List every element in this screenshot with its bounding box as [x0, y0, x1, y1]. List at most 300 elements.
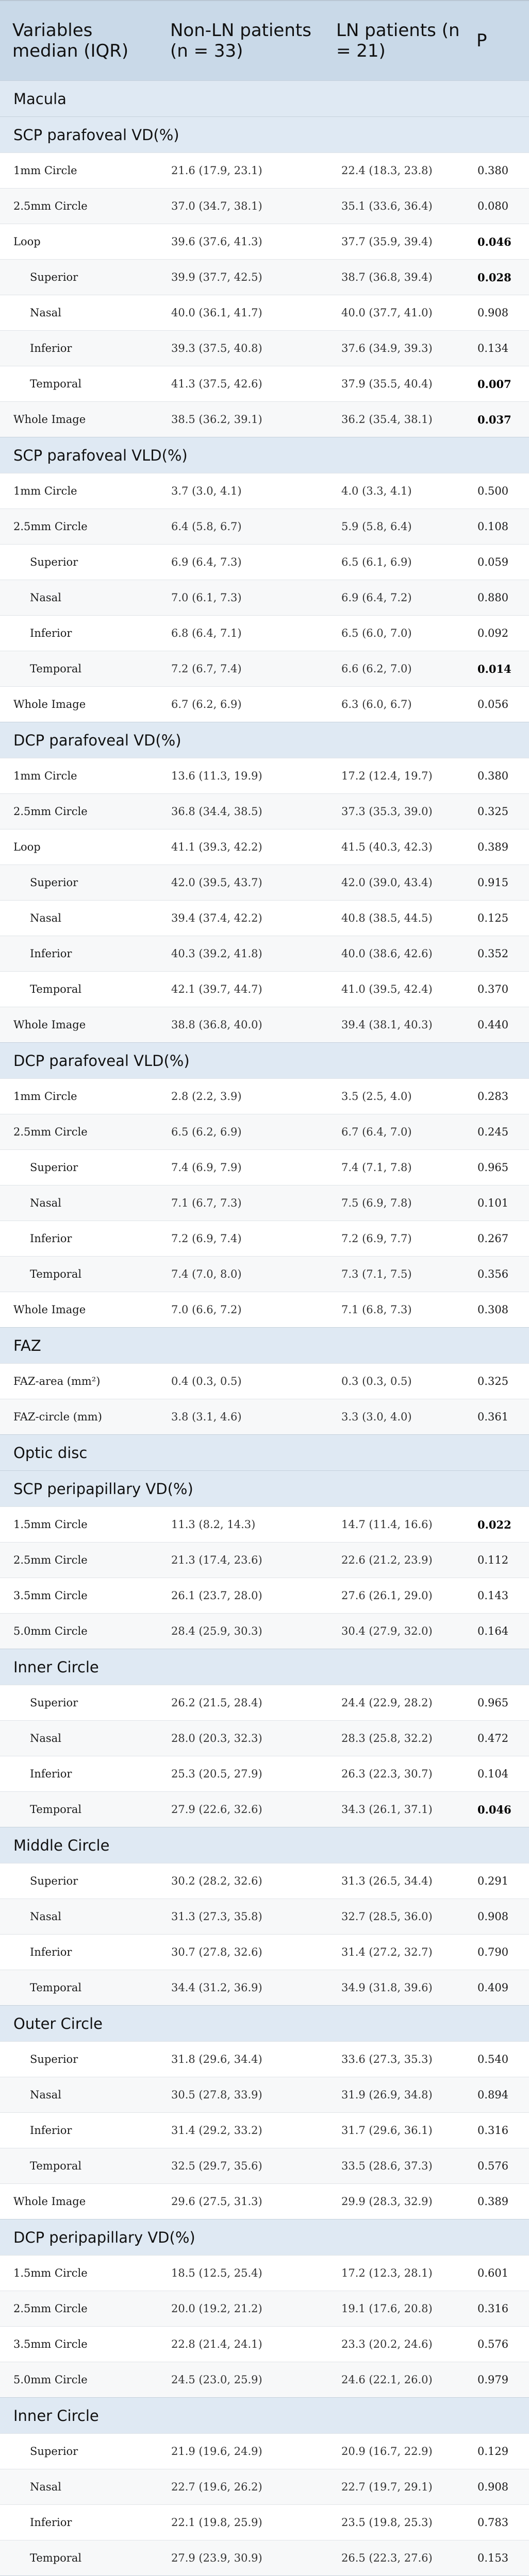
row-label: 1mm Circle [13, 770, 77, 782]
p-value: 0.894 [477, 2089, 509, 2101]
table-row [0, 1542, 529, 1578]
p-value: 0.283 [477, 1090, 509, 1103]
non-ln-value: 39.3 (37.5, 40.8) [171, 342, 262, 354]
section-title: DCP peripapillary VD(%) [13, 2228, 195, 2246]
row-label: 5.0mm Circle [13, 1625, 88, 1637]
table-row [0, 1363, 529, 1399]
table-row [0, 829, 529, 865]
section-header [0, 1042, 529, 1078]
section-header [0, 2005, 529, 2041]
p-value: 0.143 [477, 1589, 509, 1602]
p-value: 0.108 [477, 520, 509, 533]
non-ln-value: 38.5 (36.2, 39.1) [171, 413, 262, 426]
table-row [0, 1292, 529, 1327]
p-value: 0.352 [477, 947, 509, 960]
p-value: 0.245 [477, 1126, 509, 1138]
section-header [0, 1434, 529, 1470]
ln-value: 17.2 (12.3, 28.1) [341, 2267, 433, 2279]
p-value: 0.101 [477, 1197, 509, 1209]
ln-value: 7.3 (7.1, 7.5) [341, 1268, 412, 1280]
row-label: Whole Image [13, 698, 86, 710]
section-title: DCP parafoveal VD(%) [13, 731, 181, 749]
p-value: 0.540 [477, 2053, 509, 2065]
section-title: DCP parafoveal VLD(%) [13, 1052, 190, 1070]
p-value: 0.014 [477, 662, 511, 675]
p-value: 0.409 [477, 1981, 509, 1994]
row-label: Whole Image [13, 413, 86, 426]
row-label: Superior [30, 2053, 78, 2065]
p-value: 0.056 [477, 698, 509, 710]
ln-value: 40.0 (38.6, 42.6) [341, 947, 433, 960]
section-title: Inner Circle [13, 1658, 99, 1676]
ln-value: 5.9 (5.8, 6.4) [341, 520, 412, 533]
ln-value: 6.6 (6.2, 7.0) [341, 663, 412, 675]
row-label: Superior [30, 1161, 78, 1174]
non-ln-value: 42.1 (39.7, 44.7) [171, 983, 262, 995]
p-value: 0.267 [477, 1232, 509, 1245]
ln-value: 42.0 (39.0, 43.4) [341, 876, 433, 889]
ln-value: 24.6 (22.1, 26.0) [341, 2374, 433, 2386]
table-row [0, 401, 529, 437]
ln-value: 7.2 (6.9, 7.7) [341, 1232, 412, 1245]
table-row [0, 1007, 529, 1042]
table-row [0, 1185, 529, 1221]
header-p: P [476, 30, 487, 51]
non-ln-value: 7.2 (6.9, 7.4) [171, 1232, 242, 1245]
section-header [0, 1649, 529, 1685]
ln-value: 4.0 (3.3, 4.1) [341, 485, 412, 497]
ln-value: 27.6 (26.1, 29.0) [341, 1589, 433, 1602]
p-value: 0.965 [477, 1161, 509, 1174]
row-label: Loop [13, 235, 41, 248]
non-ln-value: 3.8 (3.1, 4.6) [171, 1411, 242, 1423]
row-label: Superior [30, 2445, 78, 2458]
table-row [0, 2326, 529, 2362]
header-variables: Variables median (IQR) [12, 20, 129, 61]
table-row [0, 2504, 529, 2540]
p-value: 0.356 [477, 1268, 509, 1280]
section-title: Optic disc [13, 1444, 88, 1462]
row-label: Whole Image [13, 2195, 86, 2208]
row-label: 3.5mm Circle [13, 1589, 88, 1602]
ln-value: 31.4 (27.2, 32.7) [341, 1946, 433, 1958]
ln-value: 40.0 (37.7, 41.0) [341, 307, 433, 319]
non-ln-value: 7.0 (6.6, 7.2) [171, 1303, 242, 1316]
p-value: 0.908 [477, 1910, 509, 1923]
row-label: Temporal [30, 1981, 82, 1994]
table-row [0, 580, 529, 615]
table-row [0, 2540, 529, 2575]
table-row [0, 1863, 529, 1899]
non-ln-value: 26.1 (23.7, 28.0) [171, 1589, 262, 1602]
ln-value: 6.7 (6.4, 7.0) [341, 1126, 412, 1138]
non-ln-value: 22.7 (19.6, 26.2) [171, 2481, 262, 2493]
p-value: 0.291 [477, 1875, 509, 1887]
row-label: 2.5mm Circle [13, 2302, 88, 2315]
row-label: Inferior [30, 947, 72, 960]
p-value: 0.134 [477, 342, 509, 354]
row-label: 1.5mm Circle [13, 2267, 88, 2279]
header-ln: LN patients (n = 21) [336, 20, 460, 61]
p-value: 0.059 [477, 556, 509, 568]
p-value: 0.576 [477, 2338, 509, 2350]
ln-value: 20.9 (16.7, 22.9) [341, 2445, 433, 2458]
p-value: 0.092 [477, 627, 509, 639]
ln-value: 7.5 (6.9, 7.8) [341, 1197, 412, 1209]
table-row [0, 865, 529, 900]
non-ln-value: 30.2 (28.2, 32.6) [171, 1875, 262, 1887]
row-label: Temporal [30, 663, 82, 675]
non-ln-value: 30.7 (27.8, 32.6) [171, 1946, 262, 1958]
non-ln-value: 20.0 (19.2, 21.2) [171, 2302, 262, 2315]
row-label: 3.5mm Circle [13, 2338, 88, 2350]
row-label: Superior [30, 1875, 78, 1887]
non-ln-value: 6.9 (6.4, 7.3) [171, 556, 242, 568]
non-ln-value: 31.3 (27.3, 35.8) [171, 1910, 262, 1923]
row-label: Nasal [30, 307, 61, 319]
p-value: 0.046 [477, 235, 511, 248]
ln-value: 7.4 (7.1, 7.8) [341, 1161, 412, 1174]
non-ln-value: 7.1 (6.7, 7.3) [171, 1197, 242, 1209]
table-row [0, 971, 529, 1007]
non-ln-value: 26.2 (21.5, 28.4) [171, 1697, 262, 1709]
table-row [0, 1114, 529, 1149]
section-header [0, 116, 529, 152]
p-value: 0.028 [477, 270, 511, 284]
row-label: Inferior [30, 2516, 72, 2529]
row-label: 5.0mm Circle [13, 2374, 88, 2386]
ln-value: 37.3 (35.3, 39.0) [341, 805, 433, 818]
non-ln-value: 37.0 (34.7, 38.1) [171, 200, 262, 212]
row-label: Superior [30, 876, 78, 889]
ln-value: 41.5 (40.3, 42.3) [341, 841, 433, 853]
non-ln-value: 6.5 (6.2, 6.9) [171, 1126, 242, 1138]
table-row [0, 2112, 529, 2148]
non-ln-value: 27.9 (23.9, 30.9) [171, 2552, 262, 2564]
ln-value: 38.7 (36.8, 39.4) [341, 271, 433, 283]
row-label: Nasal [30, 591, 61, 604]
p-value: 0.112 [477, 1554, 509, 1566]
p-value: 0.389 [477, 2195, 509, 2208]
table-row [0, 1399, 529, 1434]
ln-value: 26.3 (22.3, 30.7) [341, 1768, 433, 1780]
non-ln-value: 7.2 (6.7, 7.4) [171, 663, 242, 675]
non-ln-value: 39.9 (37.7, 42.5) [171, 271, 262, 283]
row-label: Temporal [30, 983, 82, 995]
p-value: 0.325 [477, 805, 509, 818]
table-row [0, 2469, 529, 2504]
table-row [0, 544, 529, 580]
non-ln-value: 30.5 (27.8, 33.9) [171, 2089, 262, 2101]
ln-value: 22.4 (18.3, 23.8) [341, 164, 433, 177]
non-ln-value: 21.3 (17.4, 23.6) [171, 1554, 262, 1566]
row-label: Temporal [30, 1803, 82, 1816]
ln-value: 23.3 (20.2, 24.6) [341, 2338, 433, 2350]
ln-value: 28.3 (25.8, 32.2) [341, 1732, 433, 1744]
non-ln-value: 40.0 (36.1, 41.7) [171, 307, 262, 319]
ln-value: 7.1 (6.8, 7.3) [341, 1303, 412, 1316]
non-ln-value: 32.5 (29.7, 35.6) [171, 2160, 262, 2172]
table-row [0, 936, 529, 971]
ln-value: 6.5 (6.0, 7.0) [341, 627, 412, 639]
table-row [0, 1756, 529, 1791]
table-row [0, 615, 529, 651]
ln-value: 31.9 (26.9, 34.8) [341, 2089, 433, 2101]
p-value: 0.080 [477, 200, 509, 212]
ln-value: 6.3 (6.0, 6.7) [341, 698, 412, 710]
ln-value: 40.8 (38.5, 44.5) [341, 912, 433, 924]
non-ln-value: 34.4 (31.2, 36.9) [171, 1981, 262, 1994]
ln-value: 36.2 (35.4, 38.1) [341, 413, 433, 426]
ln-value: 3.5 (2.5, 4.0) [341, 1090, 412, 1103]
non-ln-value: 18.5 (12.5, 25.4) [171, 2267, 262, 2279]
row-label: 2.5mm Circle [13, 1126, 88, 1138]
table-row [0, 758, 529, 793]
row-label: Inferior [30, 1232, 72, 1245]
row-label: FAZ-circle (mm) [13, 1411, 102, 1423]
table-row [0, 330, 529, 366]
non-ln-value: 7.0 (6.1, 7.3) [171, 591, 242, 604]
ln-value: 31.7 (29.6, 36.1) [341, 2124, 433, 2137]
p-value: 0.440 [477, 1019, 509, 1031]
row-label: Nasal [30, 2481, 61, 2493]
non-ln-value: 38.8 (36.8, 40.0) [171, 1019, 262, 1031]
row-label: 2.5mm Circle [13, 520, 88, 533]
table-row [0, 224, 529, 259]
table-row [0, 2433, 529, 2469]
row-label: Inferior [30, 1768, 72, 1780]
p-value: 0.164 [477, 1625, 509, 1637]
non-ln-value: 6.7 (6.2, 6.9) [171, 698, 242, 710]
row-label: Temporal [30, 1268, 82, 1280]
section-title: SCP peripapillary VD(%) [13, 1480, 193, 1498]
section-title: SCP parafoveal VLD(%) [13, 446, 188, 464]
row-label: 1mm Circle [13, 1090, 77, 1103]
row-label: Loop [13, 841, 41, 853]
table-row [0, 509, 529, 544]
p-value: 0.908 [477, 2481, 509, 2493]
row-label: Temporal [30, 378, 82, 390]
row-label: Nasal [30, 2089, 61, 2101]
ln-value: 31.3 (26.5, 34.4) [341, 1875, 433, 1887]
table-row [0, 2077, 529, 2112]
table-row [0, 188, 529, 224]
non-ln-value: 22.8 (21.4, 24.1) [171, 2338, 262, 2350]
row-label: Whole Image [13, 1303, 86, 1316]
ln-value: 0.3 (0.3, 0.5) [341, 1375, 412, 1387]
ln-value: 19.1 (17.6, 20.8) [341, 2302, 433, 2315]
p-value: 0.908 [477, 307, 509, 319]
p-value: 0.046 [477, 1803, 511, 1816]
table-row [0, 2148, 529, 2183]
row-label: 2.5mm Circle [13, 805, 88, 818]
non-ln-value: 6.4 (5.8, 6.7) [171, 520, 242, 533]
p-value: 0.007 [477, 377, 511, 391]
table-row [0, 793, 529, 829]
ln-value: 6.9 (6.4, 7.2) [341, 591, 412, 604]
section-title: Macula [13, 90, 67, 108]
table-row [0, 1578, 529, 1613]
p-value: 0.308 [477, 1303, 509, 1316]
ln-value: 3.3 (3.0, 4.0) [341, 1411, 412, 1423]
table-row [0, 651, 529, 686]
ln-value: 37.7 (35.9, 39.4) [341, 235, 433, 248]
p-value: 0.601 [477, 2267, 509, 2279]
row-label: Inferior [30, 2124, 72, 2137]
non-ln-value: 2.8 (2.2, 3.9) [171, 1090, 242, 1103]
p-value: 0.316 [477, 2124, 509, 2137]
non-ln-value: 11.3 (8.2, 14.3) [171, 1518, 256, 1531]
table-row [0, 1899, 529, 1934]
table-body [0, 80, 529, 2576]
ln-value: 29.9 (28.3, 32.9) [341, 2195, 433, 2208]
non-ln-value: 7.4 (7.0, 8.0) [171, 1268, 242, 1280]
table-row [0, 2291, 529, 2326]
table-row [0, 295, 529, 330]
row-label: Nasal [30, 1910, 61, 1923]
non-ln-value: 39.6 (37.6, 41.3) [171, 235, 262, 248]
p-value: 0.979 [477, 2374, 509, 2386]
ln-value: 41.0 (39.5, 42.4) [341, 983, 433, 995]
ln-value: 37.6 (34.9, 39.3) [341, 342, 433, 354]
p-value: 0.965 [477, 1697, 509, 1709]
row-label: 2.5mm Circle [13, 200, 88, 212]
section-header [0, 1827, 529, 1863]
table-row [0, 686, 529, 722]
table-header [0, 0, 529, 80]
table-row [0, 2255, 529, 2291]
p-value: 0.380 [477, 770, 509, 782]
non-ln-value: 29.6 (27.5, 31.3) [171, 2195, 262, 2208]
row-label: Inferior [30, 1946, 72, 1958]
row-label: Whole Image [13, 1019, 86, 1031]
header-non-ln: Non-LN patients (n = 33) [170, 20, 311, 61]
row-label: 1mm Circle [13, 164, 77, 177]
non-ln-value: 22.1 (19.8, 25.9) [171, 2516, 262, 2529]
ln-value: 34.9 (31.8, 39.6) [341, 1981, 433, 1994]
table-row [0, 473, 529, 509]
p-value: 0.037 [477, 413, 511, 426]
section-title: Outer Circle [13, 2014, 103, 2032]
ln-value: 22.6 (21.2, 23.9) [341, 1554, 433, 1566]
non-ln-value: 28.4 (25.9, 30.3) [171, 1625, 262, 1637]
non-ln-value: 7.4 (6.9, 7.9) [171, 1161, 242, 1174]
p-value: 0.380 [477, 164, 509, 177]
ln-value: 37.9 (35.5, 40.4) [341, 378, 433, 390]
row-label: Nasal [30, 1732, 61, 1744]
table-row [0, 1149, 529, 1185]
table-row [0, 1256, 529, 1292]
table-row [0, 366, 529, 401]
p-value: 0.104 [477, 1768, 509, 1780]
p-value: 0.153 [477, 2552, 509, 2564]
section-header [0, 437, 529, 473]
section-header [0, 1470, 529, 1506]
section-header [0, 1327, 529, 1363]
table-row [0, 1685, 529, 1720]
non-ln-value: 21.9 (19.6, 24.9) [171, 2445, 262, 2458]
non-ln-value: 31.4 (29.2, 33.2) [171, 2124, 262, 2137]
table-row [0, 1613, 529, 1649]
row-label: FAZ-area (mm²) [13, 1375, 101, 1387]
table-row [0, 1506, 529, 1542]
ln-value: 6.5 (6.1, 6.9) [341, 556, 412, 568]
non-ln-value: 13.6 (11.3, 19.9) [171, 770, 262, 782]
section-title: Middle Circle [13, 1836, 110, 1854]
table-row [0, 1934, 529, 1970]
non-ln-value: 21.6 (17.9, 23.1) [171, 164, 262, 177]
table-row [0, 1720, 529, 1756]
non-ln-value: 40.3 (39.2, 41.8) [171, 947, 262, 960]
non-ln-value: 39.4 (37.4, 42.2) [171, 912, 262, 924]
non-ln-value: 24.5 (23.0, 25.9) [171, 2374, 262, 2386]
table-row [0, 1221, 529, 1256]
p-value: 0.783 [477, 2516, 509, 2529]
ln-value: 22.7 (19.7, 29.1) [341, 2481, 433, 2493]
p-value: 0.790 [477, 1946, 509, 1958]
p-value: 0.880 [477, 591, 509, 604]
table-row [0, 2362, 529, 2397]
ln-value: 34.3 (26.1, 37.1) [341, 1803, 433, 1816]
p-value: 0.370 [477, 983, 509, 995]
non-ln-value: 36.8 (34.4, 38.5) [171, 805, 262, 818]
p-value: 0.389 [477, 841, 509, 853]
ln-value: 17.2 (12.4, 19.7) [341, 770, 433, 782]
ln-value: 14.7 (11.4, 16.6) [341, 1518, 433, 1531]
table-row [0, 1970, 529, 2005]
p-value: 0.472 [477, 1732, 509, 1744]
row-label: 1.5mm Circle [13, 1518, 88, 1531]
p-value: 0.125 [477, 912, 509, 924]
section-header [0, 722, 529, 758]
non-ln-value: 41.3 (37.5, 42.6) [171, 378, 262, 390]
section-title: FAZ [13, 1336, 41, 1354]
ln-value: 24.4 (22.9, 28.2) [341, 1697, 433, 1709]
row-label: Nasal [30, 912, 61, 924]
table-row [0, 259, 529, 295]
p-value: 0.361 [477, 1411, 509, 1423]
table-row [0, 1078, 529, 1114]
non-ln-value: 0.4 (0.3, 0.5) [171, 1375, 242, 1387]
non-ln-value: 42.0 (39.5, 43.7) [171, 876, 262, 889]
ln-value: 32.7 (28.5, 36.0) [341, 1910, 433, 1923]
row-label: Superior [30, 556, 78, 568]
p-value: 0.915 [477, 876, 509, 889]
p-value: 0.500 [477, 485, 509, 497]
non-ln-value: 28.0 (20.3, 32.3) [171, 1732, 262, 1744]
ln-value: 23.5 (19.8, 25.3) [341, 2516, 433, 2529]
section-header [0, 80, 529, 116]
ln-value: 30.4 (27.9, 32.0) [341, 1625, 433, 1637]
non-ln-value: 6.8 (6.4, 7.1) [171, 627, 242, 639]
row-label: Temporal [30, 2552, 82, 2564]
p-value: 0.129 [477, 2445, 509, 2458]
table-row [0, 2183, 529, 2219]
section-header [0, 2397, 529, 2433]
row-label: 2.5mm Circle [13, 1554, 88, 1566]
row-label: Temporal [30, 2160, 82, 2172]
non-ln-value: 27.9 (22.6, 32.6) [171, 1803, 262, 1816]
row-label: Superior [30, 1697, 78, 1709]
ln-value: 33.6 (27.3, 35.3) [341, 2053, 433, 2065]
ln-value: 33.5 (28.6, 37.3) [341, 2160, 433, 2172]
table-row [0, 152, 529, 188]
non-ln-value: 41.1 (39.3, 42.2) [171, 841, 262, 853]
non-ln-value: 25.3 (20.5, 27.9) [171, 1768, 262, 1780]
ln-value: 35.1 (33.6, 36.4) [341, 200, 433, 212]
section-header [0, 2219, 529, 2255]
row-label: 1mm Circle [13, 485, 77, 497]
